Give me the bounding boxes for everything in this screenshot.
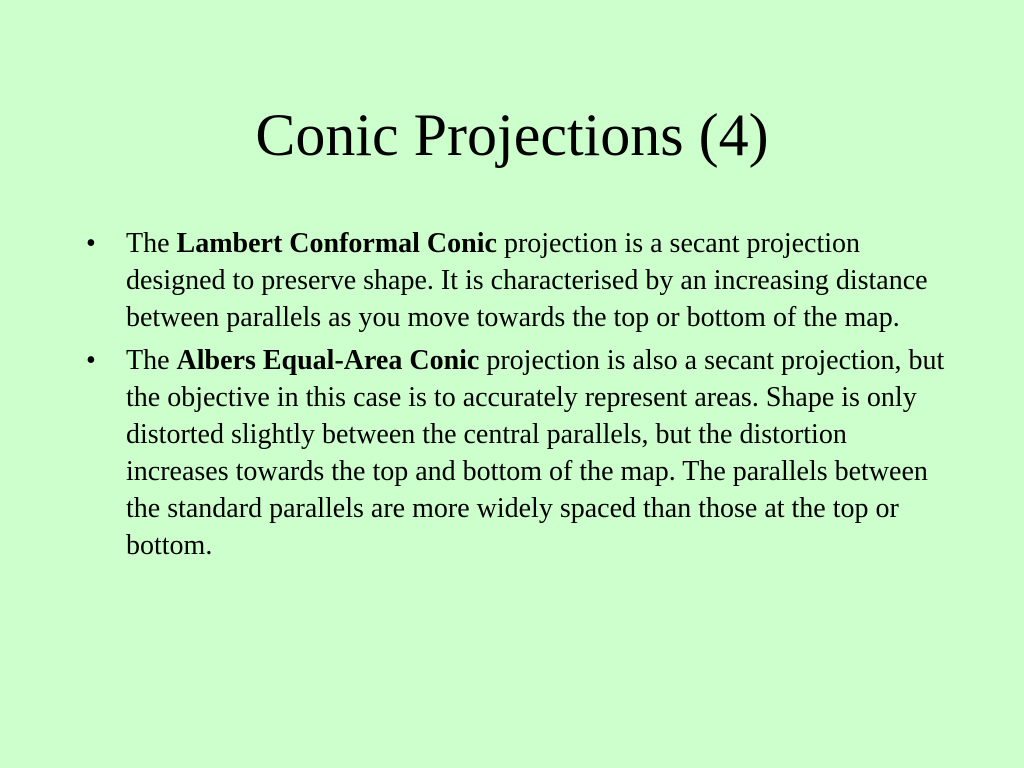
bullet-list [86,225,946,570]
bullet-term: Albers Equal-Area Conic [176,345,480,376]
bullet-lead: The [126,345,177,376]
bullet-text: projection is also a secant projection, but the objective in this case is to accurately represent areas. Shape is only distorted slightly between the central parallels, but the distortion increases towards the top and bottom of the map. The parallels between the standard parallels are more widely spaced than those at the top or bottom. [126,345,945,561]
bullet-lead: The [126,228,177,259]
bullet-text: projection is a secant projection designed to preserve shape. It is characterised by an increasing distance between parallels as you move towards the top or bottom of the map. [126,228,928,333]
bullet-item-albers [86,342,946,564]
bullet-term: Lambert Conformal Conic [176,228,497,259]
bullet-icon: • [86,345,96,376]
bullet-icon: • [86,228,96,259]
bullet-item-lambert [86,225,946,336]
slide-title: Conic Projections (4) [255,102,769,168]
